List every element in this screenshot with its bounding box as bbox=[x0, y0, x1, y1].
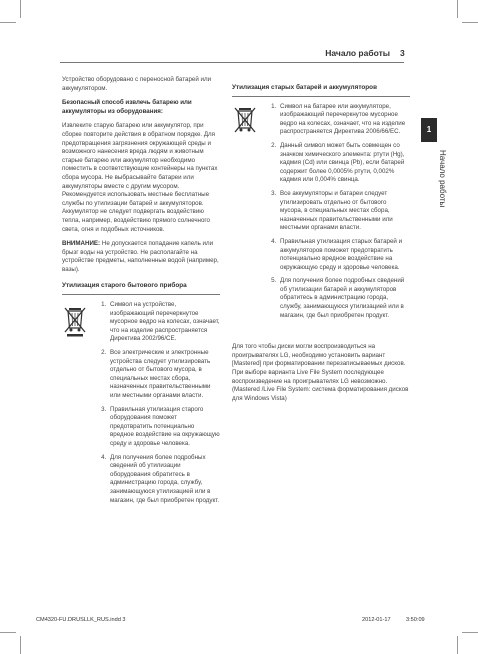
warning-text: Не допускается попадание капель или брызг воды на устройство. Не располагайте на устройстве предметы, наполненные водой (например, вазы). bbox=[62, 240, 219, 273]
list-item: 4. Для получения более подробных сведений об утилизации оборудования обратитесь в администрацию города, службу, занимающуюся утилизацией или в магазин, где был приобретен продукт. bbox=[108, 454, 220, 506]
list-item: 2. Все электрические и электронные устройства следует утилизировать отдельно от бытового мусора, в специальных местах сбора, назначенных правительственными или местными органами власти. bbox=[108, 349, 220, 401]
list-item: 1. Символ на батарее или аккумуляторе, изображающий перечеркнутое мусорное ведро на колесах, означает, что на изделие распространяется Директива 2006/66/ЕС. bbox=[278, 103, 410, 137]
footer-date: 2012-01-17 bbox=[362, 617, 391, 623]
appliance-disposal-title: Утилизация старого бытового прибора bbox=[62, 282, 220, 295]
crop-mark bbox=[462, 22, 478, 23]
crossed-bin-icon bbox=[62, 305, 90, 339]
crop-mark bbox=[457, 0, 458, 18]
list-item: 5. Для получения более подробных сведений об утилизации батарей и аккумуляторов обратитесь в администрацию города, службу, занимающуюся утилизацией или в магазин, где был приобретен продукт. bbox=[278, 277, 410, 320]
page-header-title: Начало работы bbox=[325, 48, 390, 58]
page-number: 3 bbox=[400, 48, 405, 58]
safe-removal-text: Извлеките старую батарею или аккумулятор, при сборке повторите действия в обратном порядке. Для предотвращения загрязнения окружающей среды и возможного нанесения вреда людям и животным старые батарею или аккумулятор необходимо поместить в соответствующие контейнеры на пунктах сбора мусора. Не выбрасывайте батареи или аккумуляторы вместе с другим мусором. Рекомендуется использовать местные бесплатные службы по утилизации батарей и аккумуляторов. Аккумулятор не следует подвергать воздействию тепла, например, воздействию прямого солнечного света, огня и подобных источников. bbox=[62, 122, 218, 233]
list-item: 2. Данный символ может быть совмещен со значком химического элемента: ртути (Hg), кадмия (Cd) или свинца (Pb), если батарей содержит более 0,0005% ртути, 0,002% кадмия или 0,004% свинца. bbox=[278, 142, 410, 185]
crop-mark bbox=[20, 0, 21, 18]
battery-disposal-title: Утилизация старых батарей и аккумуляторов bbox=[232, 84, 410, 97]
list-item: 4. Правильная утилизация старых батарей и аккумуляторов поможет предотвратить потенциально вредное воздействие на окружающую среду и здоровье человека. bbox=[278, 238, 410, 272]
crop-mark bbox=[20, 636, 21, 654]
battery-disposal-block bbox=[232, 103, 410, 326]
header-divider bbox=[60, 62, 404, 63]
left-column bbox=[62, 76, 220, 510]
safe-removal-title: Безопасный способ извлечь батарею или аккумуляторы из оборудования: bbox=[62, 99, 192, 115]
crop-mark bbox=[457, 636, 458, 654]
crossed-bin-battery-icon bbox=[232, 105, 260, 139]
warning-label: ВНИМАНИЕ: bbox=[62, 240, 101, 248]
right-column bbox=[232, 84, 410, 409]
battery-disposal-list bbox=[266, 103, 410, 326]
footer-time: 3:50:09 bbox=[406, 617, 425, 623]
chapter-side-label: Начало работы bbox=[438, 150, 447, 208]
crop-mark bbox=[0, 22, 16, 23]
appliance-disposal-list bbox=[96, 301, 220, 510]
list-item: 3. Все аккумуляторы и батареи следует утилизировать отдельно от бытового мусора, в специальных местах сбора, назначенных правительственными или местными органами власти. bbox=[278, 190, 410, 233]
footer-filename: CM4320-FU.DRUSLLK_RUS.indd 3 bbox=[36, 617, 126, 623]
warning-paragraph bbox=[62, 240, 220, 274]
crop-mark bbox=[462, 632, 478, 633]
appliance-disposal-block bbox=[62, 301, 220, 510]
battery-intro: Устройство оборудовано с переносной батарей или аккумулятором. bbox=[62, 76, 212, 92]
crop-mark bbox=[0, 632, 16, 633]
list-item: 3. Правильная утилизация старого оборудования поможет предотвратить потенциально вредное воздействие на окружающую среду и здоровье человека. bbox=[108, 406, 220, 449]
disc-format-note: Для того чтобы диски могли воспроизводиться на проигрывателях LG, необходимо установить вариант [Mastered] при форматировании перезаписываемых дисков. При выборе варианта Live File System последующее воспроизведение на проигрывателях LG невозможно. (Mastered /Live File System: система форматирования дисков для Windows Vista) bbox=[232, 343, 409, 402]
chapter-tab: 1 bbox=[421, 118, 437, 142]
list-item: 1. Символ на устройстве, изображающий перечеркнутое мусорное ведро на колесах, означает, что на изделие распространяется Директива 2002/96/CE. bbox=[108, 301, 220, 344]
